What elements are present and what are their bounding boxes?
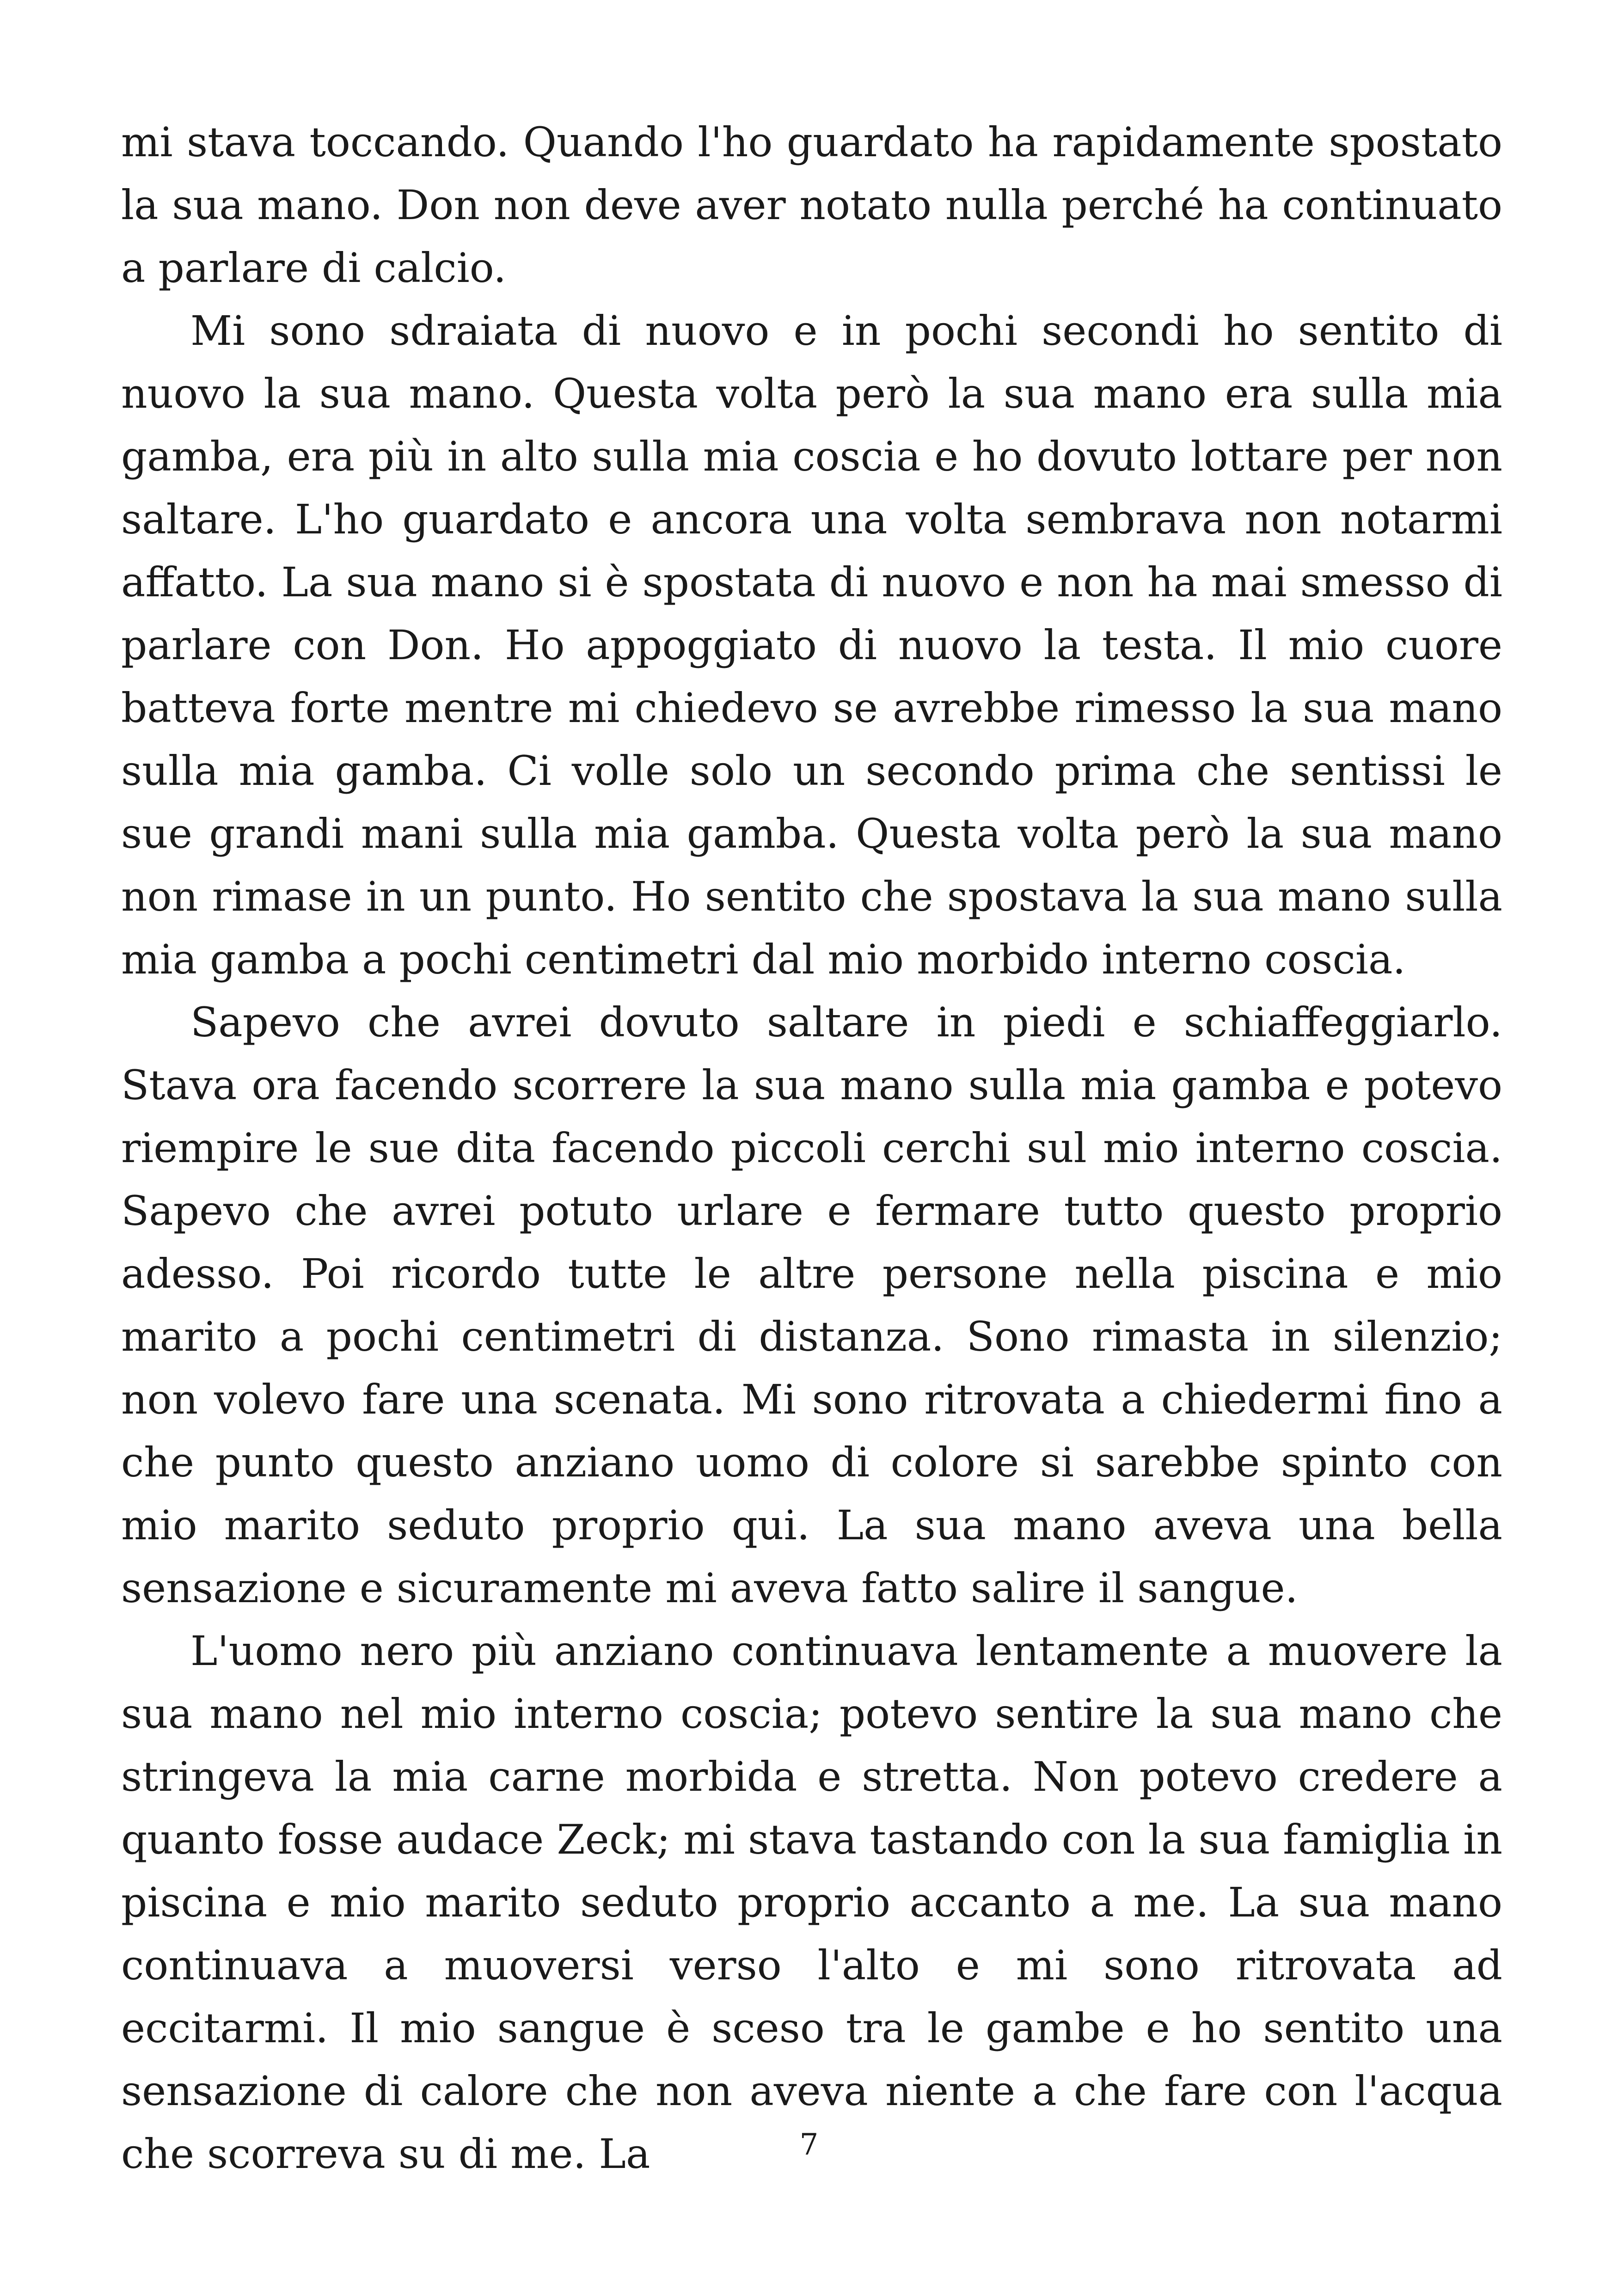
paragraph: Mi sono sdraiata di nuovo e in pochi secondi ho sentito di nuovo la sua mano. Questa volta però la sua mano era sulla mia gamba, era più in alto sulla mia coscia e ho dovuto lottare per non saltare. L'ho guardato e ancora una volta sembrava non notarmi affatto. La sua mano si è spostata di nuovo e non ha mai smesso di parlare con Don. Ho appoggiato di nuovo la testa. Il mio cuore batteva forte mentre mi chiedevo se avrebbe rimesso la sua mano sulla mia gamba. Ci volle solo un secondo prima che sentissi le sue grandi mani sulla mia gamba. Questa volta però la sua mano non rimase in un punto. Ho sentito che spostava la sua mano sulla mia gamba a pochi centimetri dal mio morbido interno coscia. bbox=[121, 307, 1502, 983]
paragraph: Sapevo che avrei dovuto saltare in piedi e schiaffeggiarlo. Stava ora facendo scorrere la sua mano sulla mia gamba e potevo riempire le sue dita facendo piccoli cerchi sul mio interno coscia. Sapevo che avrei potuto urlare e fermare tutto questo proprio adesso. Poi ricordo tutte le altre persone nella piscina e mio marito a pochi centimetri di distanza. Sono rimasta in silenzio; non volevo fare una scenata. Mi sono ritrovata a chiedermi fino a che punto questo anziano uomo di colore si sarebbe spinto con mio marito seduto proprio qui. La sua mano aveva una bella sensazione e sicuramente mi aveva fatto salire il sangue. bbox=[121, 998, 1502, 1612]
page-number: 7 bbox=[799, 2128, 819, 2162]
body-text bbox=[121, 111, 1502, 2186]
paragraph: L'uomo nero più anziano continuava lentamente a muovere la sua mano nel mio interno coscia; potevo sentire la sua mano che stringeva la mia carne morbida e stretta. Non potevo credere a quanto fosse audace Zeck; mi stava tastando con la sua famiglia in piscina e mio marito seduto proprio accanto a me. La sua mano continuava a muoversi verso l'alto e mi sono ritrovata ad eccitarmi. Il mio sangue è sceso tra le gambe e ho sentito una sensazione di calore che non aveva niente a che fare con l'acqua che scorreva su di me. La bbox=[121, 1627, 1502, 2178]
paragraph-continued: mi stava toccando. Quando l'ho guardato ha rapidamente spostato la sua mano. Don non deve aver notato nulla perché ha continuato a parlare di calcio. bbox=[121, 118, 1502, 292]
